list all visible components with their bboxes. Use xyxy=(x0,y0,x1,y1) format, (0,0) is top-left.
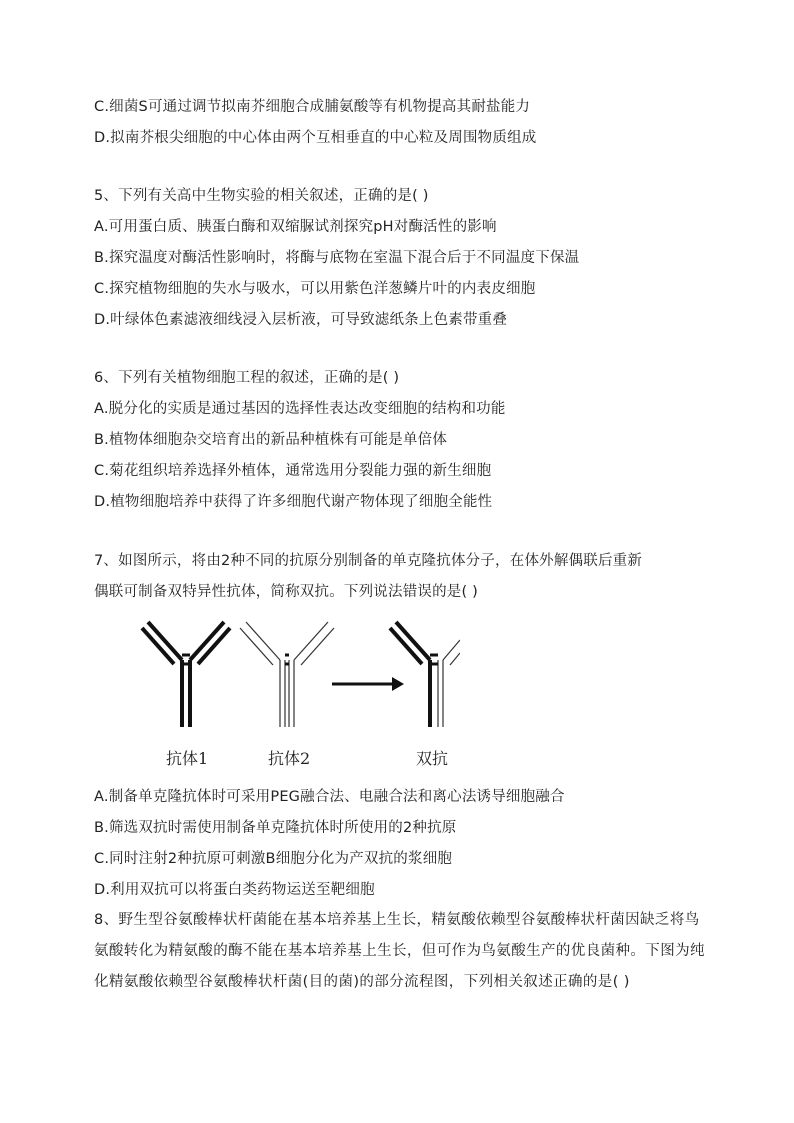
q6-stem: 6、下列有关植物细胞工程的叙述，正确的是( ) xyxy=(94,370,400,386)
q4-option-d: D.拟南芥根尖细胞的中心体由两个互相垂直的中心粒及周围物质组成 xyxy=(94,130,537,146)
q6-option-b: B.植物体细胞杂交培育出的新品种植株有可能是单倍体 xyxy=(94,432,448,448)
q7-option-c: C.同时注射2种抗原可刺激B细胞分化为产双抗的浆细胞 xyxy=(94,851,453,867)
q7-option-d: D.利用双抗可以将蛋白类药物运送至靶细胞 xyxy=(94,882,375,898)
q5-option-d: D.叶绿体色素滤液细线浸入层析液，可导致滤纸条上色素带重叠 xyxy=(94,312,508,328)
q7-option-b: B.筛选双抗时需使用制备单克隆抗体时所使用的2种抗原 xyxy=(94,820,457,836)
q5-option-a: A.可用蛋白质、胰蛋白酶和双缩脲试剂探究pH对酶活性的影响 xyxy=(94,219,497,235)
q6-option-d: D.植物细胞培养中获得了许多细胞代谢产物体现了细胞全能性 xyxy=(94,494,493,510)
q6-option-c: C.菊花组织培养选择外植体，通常选用分裂能力强的新生细胞 xyxy=(94,463,492,479)
antibody-1 xyxy=(142,622,230,727)
figure-label-bispecific: 双抗 xyxy=(416,749,449,768)
antibody-2 xyxy=(240,622,334,727)
bispecific-antibody xyxy=(390,622,460,727)
figure-label-antibody-1: 抗体1 xyxy=(166,749,209,768)
q7-option-a: A.制备单克隆抗体时可采用PEG融合法、电融合法和离心法诱导细胞融合 xyxy=(94,789,565,805)
antibody-diagram xyxy=(140,612,460,742)
figure-label-antibody-2: 抗体2 xyxy=(268,749,311,768)
q7-stem-line2: 偶联可制备双特异性抗体，简称双抗。下列说法错误的是( ) xyxy=(94,584,479,600)
q7-stem-line1: 7、如图所示，将由2种不同的抗原分别制备的单克隆抗体分子，在体外解偶联后重新 xyxy=(94,553,643,569)
q6-option-a: A.脱分化的实质是通过基因的选择性表达改变细胞的结构和功能 xyxy=(94,401,506,417)
arrow-icon xyxy=(332,677,404,691)
q4-option-c: C.细菌S可通过调节拟南芥细胞合成脯氨酸等有机物提高其耐盐能力 xyxy=(94,99,531,115)
q8-stem: 8、野生型谷氨酸棒状杆菌能在基本培养基上生长，精氨酸依赖型谷氨酸棒状杆菌因缺乏将鸟氨酸转化为精氨酸的酶不能在基本培养基上生长，但可作为鸟氨酸生产的优良菌种。下图为纯化精氨酸依赖型谷氨酸棒状杆菌(目的菌)的部分流程图，下列相关叙述正确的是( ) xyxy=(94,912,705,990)
q5-option-c: C.探究植物细胞的失水与吸水，可以用紫色洋葱鳞片叶的内表皮细胞 xyxy=(94,281,536,297)
q5-option-b: B.探究温度对酶活性影响时，将酶与底物在室温下混合后于不同温度下保温 xyxy=(94,250,580,266)
q5-stem: 5、下列有关高中生物实验的相关叙述，正确的是( ) xyxy=(94,188,429,204)
